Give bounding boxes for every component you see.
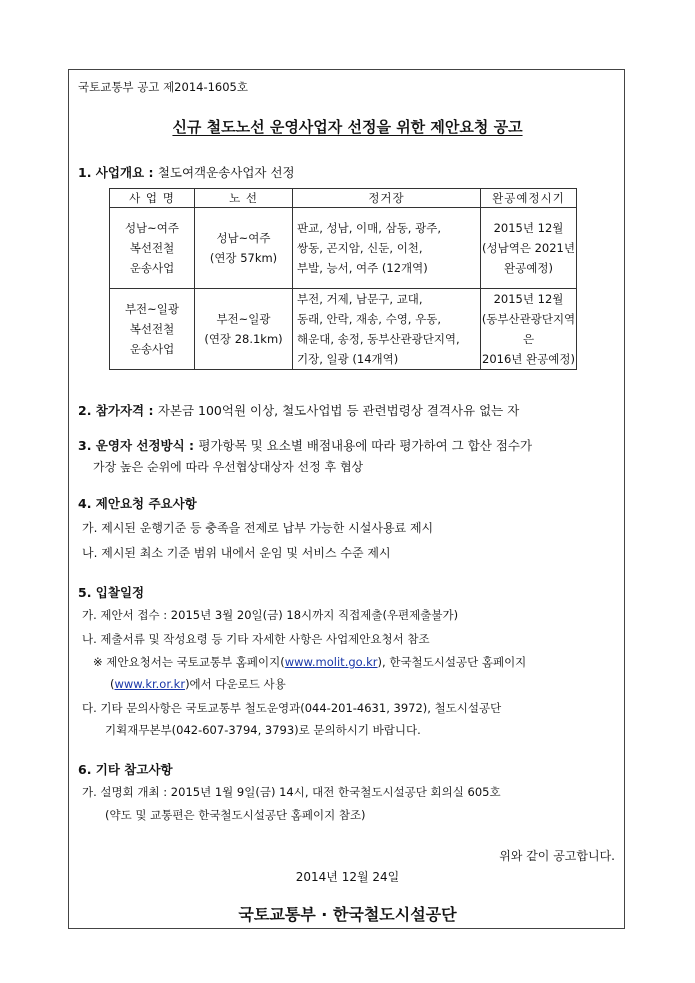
section-3-value: 평가항목 및 요소별 배점내용에 따라 평가하여 그 합산 점수가 xyxy=(198,438,533,453)
section-5-note-cont: (www.kr.or.kr)에서 다운로드 사용 xyxy=(110,677,286,691)
issuing-agencies: 국토교통부 · 한국철도시설공단 xyxy=(238,905,457,924)
section-6-item-ga-cont: (약도 및 교통편은 한국철도시설공단 홈페이지 참조) xyxy=(105,808,366,822)
col-header-route: 노 선 xyxy=(195,189,293,208)
cell-route: 부전~일광 (연장 28.1km) xyxy=(195,289,293,370)
section-2-heading xyxy=(78,401,519,419)
page-title xyxy=(0,116,695,137)
cell-completion: 2015년 12월 (성남역은 2021년 완공예정) xyxy=(481,208,577,289)
section-6-heading: 6. 기타 참고사항 xyxy=(78,762,173,777)
project-overview-table xyxy=(109,188,577,370)
closing-statement: 위와 같이 공고합니다. xyxy=(499,849,615,863)
section-3-value-cont: 가장 높은 순위에 따라 우선협상대상자 선정 후 협상 xyxy=(93,460,364,474)
kr-link[interactable]: www.kr.or.kr xyxy=(114,677,186,691)
section-5-heading: 5. 입찰일정 xyxy=(78,585,145,600)
section-3-heading xyxy=(78,436,532,454)
table-row xyxy=(110,208,577,289)
table-header-row xyxy=(110,189,577,208)
cell-stations: 부전, 거제, 남문구, 교대, 동래, 안락, 재송, 수영, 우동, 해운대, 송정, 동부산관광단지역, 기장, 일광 (14개역) xyxy=(293,289,481,370)
section-1-value: 철도여객운송사업자 선정 xyxy=(157,165,295,180)
section-5-note: ※ 제안요청서는 국토교통부 홈페이지(www.molit.go.kr), 한국철도시설공단 홈페이지 xyxy=(93,655,527,669)
cell-route: 성남~여주 (연장 57km) xyxy=(195,208,293,289)
col-header-stations: 정거장 xyxy=(293,189,481,208)
col-header-project: 사 업 명 xyxy=(110,189,195,208)
section-4-item-na: 나. 제시된 최소 기준 범위 내에서 운임 및 서비스 수준 제시 xyxy=(82,546,391,560)
section-5-item-ga: 가. 제안서 접수 : 2015년 3월 20일(금) 18시까지 직접제출(우편제출불가) xyxy=(82,608,459,622)
cell-project: 부전~일광 복선전철 운송사업 xyxy=(110,289,195,370)
cell-completion: 2015년 12월 (동부산관광단지역은 2016년 완공예정) xyxy=(481,289,577,370)
page-title-text: 신규 철도노선 운영사업자 선정을 위한 제안요청 공고 xyxy=(172,118,523,136)
section-4-heading: 4. 제안요청 주요사항 xyxy=(78,496,197,511)
notice-date: 2014년 12월 24일 xyxy=(295,870,400,884)
section-5-item-da-cont: 기획재무본부(042-607-3794, 3793)로 문의하시기 바랍니다. xyxy=(105,723,421,737)
section-1-label: 1. 사업개요 : xyxy=(78,165,154,180)
table-row xyxy=(110,289,577,370)
section-4-item-ga: 가. 제시된 운행기준 등 충족을 전제로 납부 가능한 시설사용료 제시 xyxy=(82,521,434,535)
cell-stations: 판교, 성남, 이매, 삼동, 광주, 쌍동, 곤지암, 신둔, 이천, 부발, 능서, 여주 (12개역) xyxy=(293,208,481,289)
molit-link[interactable]: www.molit.go.kr xyxy=(284,655,378,669)
section-5-item-da: 다. 기타 문의사항은 국토교통부 철도운영과(044-201-4631, 3972), 철도시설공단 xyxy=(82,701,502,715)
section-3-label: 3. 운영자 선정방식 : xyxy=(78,438,195,453)
section-1-heading xyxy=(78,163,295,181)
section-5-item-na: 나. 제출서류 및 작성요령 등 기타 자세한 사항은 사업제안요청서 참조 xyxy=(82,632,430,646)
section-2-value: 자본금 100억원 이상, 철도사업법 등 관련법령상 결격사유 없는 자 xyxy=(157,403,520,418)
section-6-item-ga: 가. 설명회 개최 : 2015년 1월 9일(금) 14시, 대전 한국철도시설공단 회의실 605호 xyxy=(82,785,501,799)
col-header-completion: 완공예정시기 xyxy=(481,189,577,208)
notice-number: 국토교통부 공고 제2014-1605호 xyxy=(78,80,248,94)
section-2-label: 2. 참가자격 : xyxy=(78,403,154,418)
cell-project: 성남~여주 복선전철 운송사업 xyxy=(110,208,195,289)
